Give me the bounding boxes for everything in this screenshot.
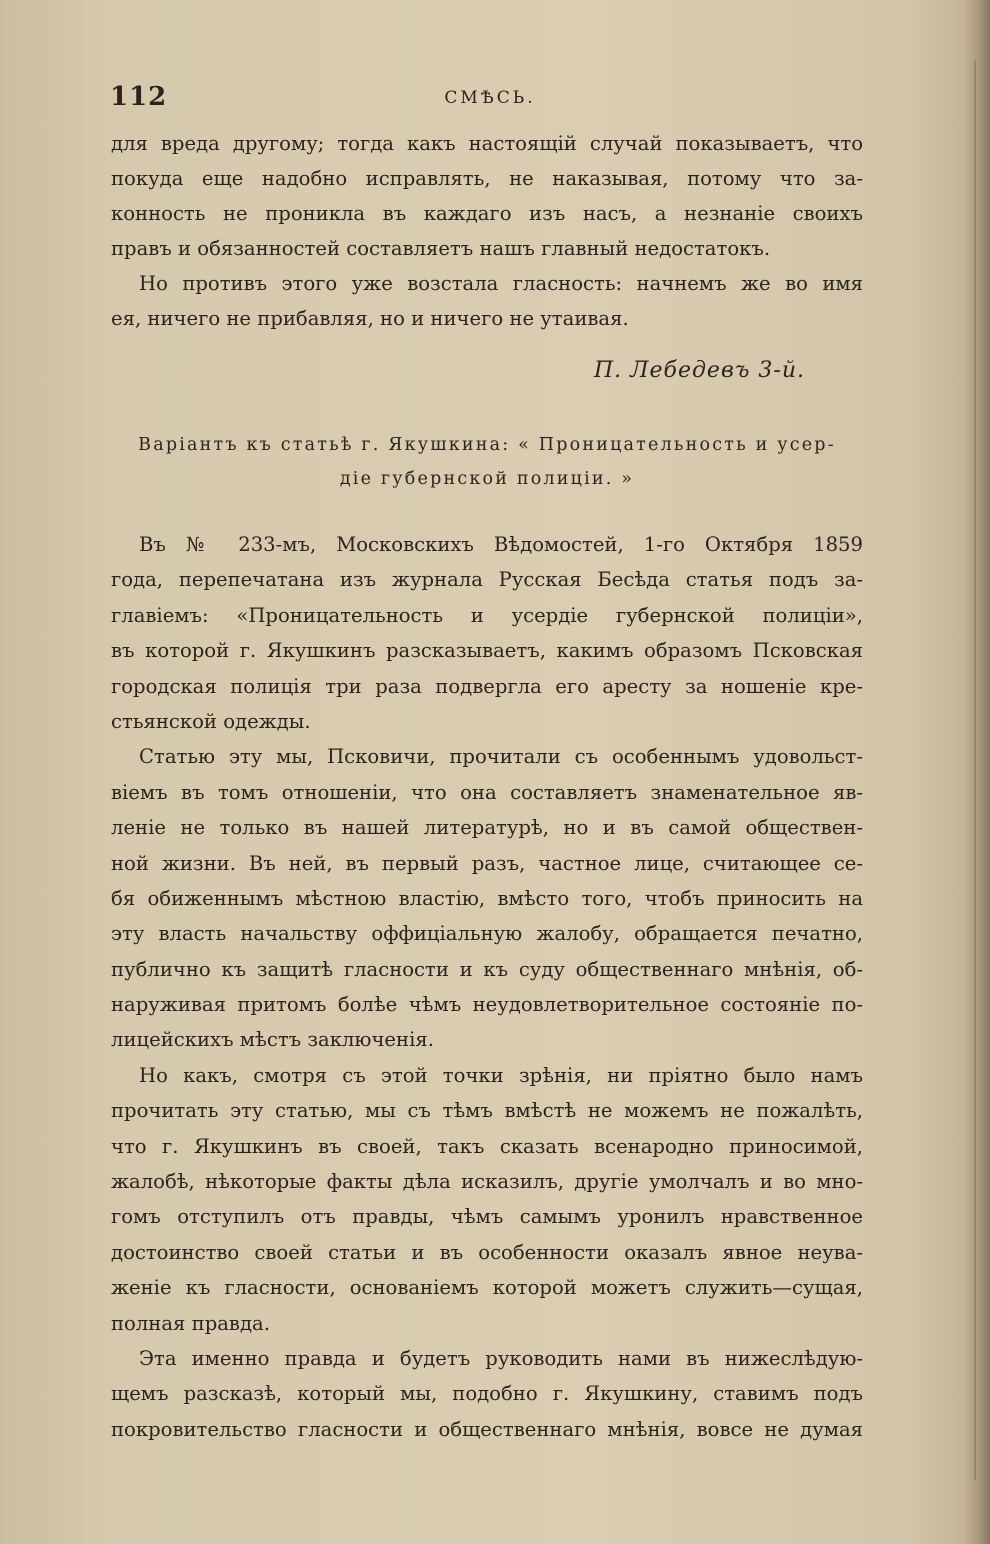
article-heading — [111, 428, 863, 496]
text-line: Статью эту мы, Псковичи, прочитали съ особеннымъ удовольст- — [139, 745, 863, 769]
page-number: 112 — [110, 82, 168, 112]
text-line: покровительство гласности и общественнаго мнѣнія, вовсе не думая — [111, 1417, 863, 1441]
text-line: ея, ничего не прибавляя, но и ничего не утаивая. — [111, 307, 629, 330]
text-line: публично къ защитѣ гласности и къ суду общественнаго мнѣнія, об- — [111, 957, 863, 981]
text-line: стьянской одежды. — [111, 709, 311, 733]
text-line: Въ № 233-мъ, Московскихъ Вѣдомостей, 1-го Октября 1859 — [139, 533, 863, 556]
text-line: полная правда. — [111, 1311, 270, 1335]
text-line: покуда еще надобно исправлять, не наказывая, потому что за- — [111, 167, 863, 190]
text-line: года, перепечатана изъ журнала Русская Бесѣда статья подъ за- — [111, 568, 863, 592]
page-fold-line — [974, 60, 976, 1480]
text-line: конность не проникла въ каждаго изъ насъ, а незнаніе своихъ — [111, 202, 863, 225]
text-line: Эта именно правда и будетъ руководить нами въ нижеслѣдую- — [139, 1346, 863, 1370]
text-line: Но какъ, смотря съ этой точки зрѣнія, ни пріятно было намъ — [139, 1063, 863, 1087]
text-line: леніе не только въ нашей литературѣ, но и въ самой обществен- — [111, 816, 863, 840]
text-line: ной жизни. Въ ней, въ первый разъ, частное лице, считающее се- — [111, 851, 863, 875]
author-signature: П. Лебедевъ 3-й. — [593, 358, 805, 383]
text-line: жалобѣ, нѣкоторые факты дѣла исказилъ, другіе умолчалъ и во мно- — [111, 1170, 863, 1194]
text-line: что г. Якушкинъ въ своей, такъ сказать всенародно приносимой, — [111, 1134, 863, 1158]
text-line: для вреда другому; тогда какъ настоящій случай показываетъ, что — [111, 132, 863, 155]
text-line: женіе къ гласности, основаніемъ которой можетъ служить—сущая, — [111, 1276, 863, 1300]
text-line: лицейскихъ мѣстъ заключенія. — [111, 1028, 434, 1052]
running-header — [110, 82, 870, 118]
text-line: бя обиженнымъ мѣстною властію, вмѣсто того, чтобъ приносить на — [111, 886, 863, 910]
text-line: въ которой г. Якушкинъ разсказываетъ, какимъ образомъ Псковская — [111, 639, 863, 663]
text-line: наруживая притомъ болѣе чѣмъ неудовлетворительное состояніе по- — [111, 993, 863, 1017]
text-line: віемъ въ томъ отношеніи, что она составляетъ знаменательное яв- — [111, 780, 863, 804]
heading-line: Варіантъ къ статьѣ г. Якушкина: « Проницательность и усер- — [138, 435, 836, 455]
text-line: городская полиція три раза подвергла его аресту за ношеніе кре- — [111, 674, 863, 698]
text-line: гомъ отступилъ отъ правды, чѣмъ самымъ уронилъ нравственное — [111, 1205, 863, 1229]
text-line: правъ и обязанностей составляетъ нашъ главный недостатокъ. — [111, 237, 771, 260]
heading-line: діе губернской полиціи. » — [339, 469, 635, 489]
text-line: достоинство своей статьи и въ особенности оказалъ явное неува- — [111, 1240, 863, 1264]
body-paragraphs — [111, 527, 863, 1447]
text-line: щемъ разсказѣ, который мы, подобно г. Якушкину, ставимъ подъ — [111, 1382, 863, 1406]
text-line: прочитать эту статью, мы съ тѣмъ вмѣстѣ не можемъ не пожалѣть, — [111, 1099, 863, 1123]
text-line: Но противъ этого уже возстала гласность: начнемъ же во имя — [139, 272, 863, 295]
section-title: СМѢСЬ. — [444, 88, 536, 108]
text-line: главіемъ: «Проницательность и усердіе губернской полиціи», — [111, 603, 863, 627]
page-edge-shadow — [964, 0, 990, 1544]
text-line: эту власть начальству оффиціальную жалобу, обращается печатно, — [111, 922, 863, 946]
intro-paragraphs — [111, 126, 863, 336]
